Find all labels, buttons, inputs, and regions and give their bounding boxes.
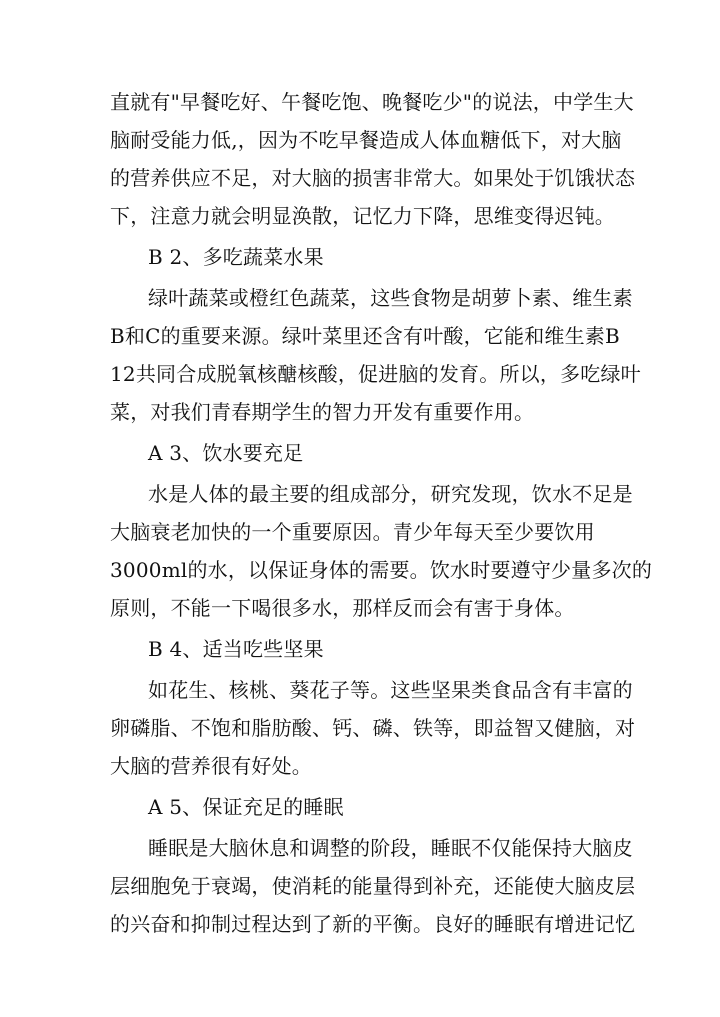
paragraph-line: 睡眠是大脑休息和调整的阶段，睡眠不仅能保持大脑皮 — [148, 836, 633, 860]
paragraph-line: 的兴奋和抑制过程达到了新的平衡。良好的睡眠有增进记忆 — [110, 912, 636, 936]
paragraph-line: 3000ml的水，以保证身体的需要。饮水时要遵守少量多次的 — [110, 558, 653, 582]
paragraph-line: 脑耐受能力低,，因为不吃早餐造成人体血糖低下，对大脑 — [110, 128, 622, 152]
paragraph-line: 的营养供应不足，对大脑的损害非常大。如果处于饥饿状态 — [110, 166, 636, 190]
section-heading: A 3、饮水要充足 — [148, 441, 304, 465]
paragraph-line: 如花生、核桃、葵花子等。这些坚果类食品含有丰富的 — [148, 678, 633, 702]
paragraph-line: 水是人体的最主要的组成部分，研究发现，饮水不足是 — [148, 482, 633, 506]
paragraph-line: B和C的重要来源。绿叶菜里还含有叶酸，它能和维生素B — [110, 324, 620, 348]
paragraph-line: 大脑衰老加快的一个重要原因。青少年每天至少要饮用 — [110, 520, 595, 544]
paragraph-line: 大脑的营养很有好处。 — [110, 754, 312, 778]
section-heading: B 2、多吃蔬菜水果 — [148, 245, 324, 269]
section-heading: A 5、保证充足的睡眠 — [148, 795, 344, 819]
paragraph-line: 卵磷脂、不饱和脂肪酸、钙、磷、铁等，即益智又健脑，对 — [110, 716, 636, 740]
paragraph-line: 菜，对我们青春期学生的智力开发有重要作用。 — [110, 400, 535, 424]
paragraph-line: 下，注意力就会明显涣散，记忆力下降，思维变得迟钝。 — [110, 204, 615, 228]
section-heading: B 4、适当吃些坚果 — [148, 637, 324, 661]
paragraph-line: 原则，不能一下喝很多水，那样反而会有害于身体。 — [110, 596, 575, 620]
paragraph-line: 绿叶蔬菜或橙红色蔬菜，这些食物是胡萝卜素、维生素 — [148, 286, 633, 310]
paragraph-line: 直就有"早餐吃好、午餐吃饱、晚餐吃少"的说法，中学生大 — [110, 90, 634, 114]
paragraph-line: 层细胞免于衰竭，使消耗的能量得到补充，还能使大脑皮层 — [110, 874, 636, 898]
paragraph-line: 12共同合成脱氧核醣核酸，促进脑的发育。所以，多吃绿叶 — [110, 362, 641, 386]
